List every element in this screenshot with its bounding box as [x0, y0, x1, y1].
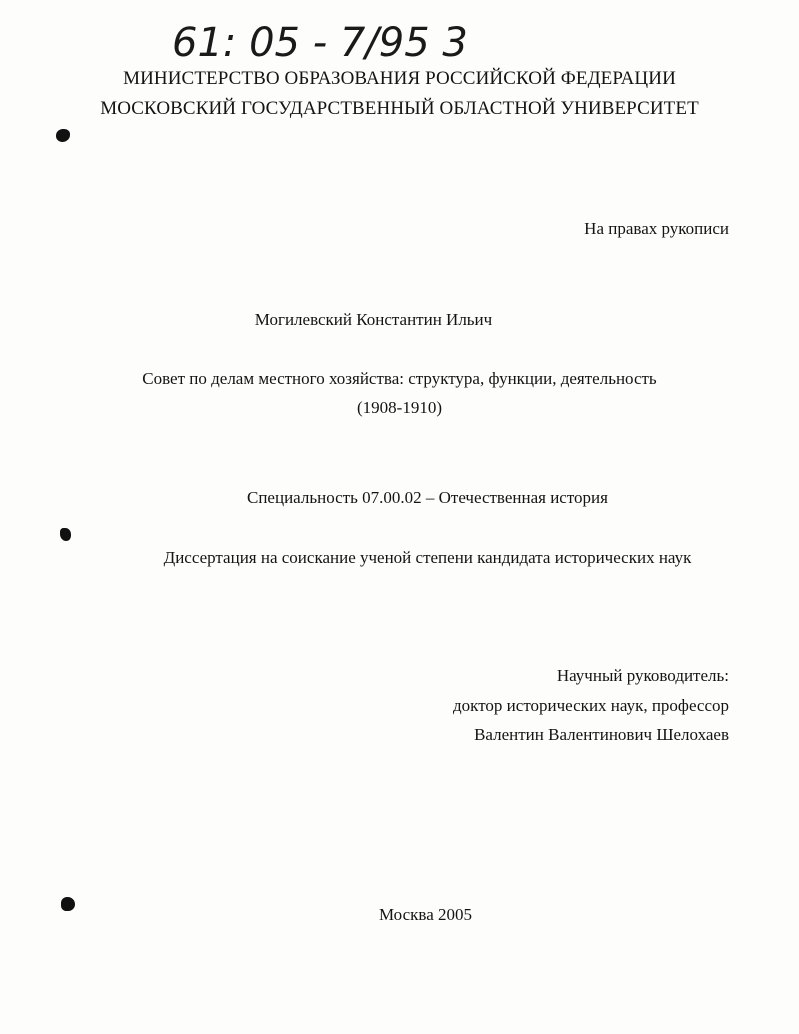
supervisor-name: Валентин Валентинович Шелохаев: [474, 725, 729, 744]
margin-ink-mark: [60, 528, 71, 541]
ministry-header: МИНИСТЕРСТВО ОБРАЗОВАНИЯ РОССИЙСКОЙ ФЕДЕРАЦИИ: [123, 68, 676, 89]
handwritten-archive-number: [172, 14, 492, 66]
specialty-line: Специальность 07.00.02 – Отечественная история: [247, 488, 608, 507]
handwritten-number-text: 61: 05 - 7/95 3: [172, 20, 468, 66]
author-name: Могилевский Константин Ильич: [254, 310, 493, 329]
supervisor-label: Научный руководитель:: [556, 666, 729, 685]
manuscript-note: На правах рукописи: [584, 219, 729, 238]
supervisor-title: доктор исторических наук, профессор: [453, 696, 729, 715]
place-year: Москва 2005: [378, 905, 473, 924]
degree-line: Диссертация на соискание ученой степени кандидата исторических наук: [163, 548, 692, 567]
dissertation-years: (1908-1910): [357, 398, 442, 417]
margin-ink-mark: [56, 129, 70, 142]
university-header: МОСКОВСКИЙ ГОСУДАРСТВЕННЫЙ ОБЛАСТНОЙ УНИВЕРСИТЕТ: [100, 98, 699, 119]
dissertation-title: Совет по делам местного хозяйства: структура, функции, деятельность: [142, 369, 657, 388]
handwritten-number-svg: [172, 14, 492, 66]
